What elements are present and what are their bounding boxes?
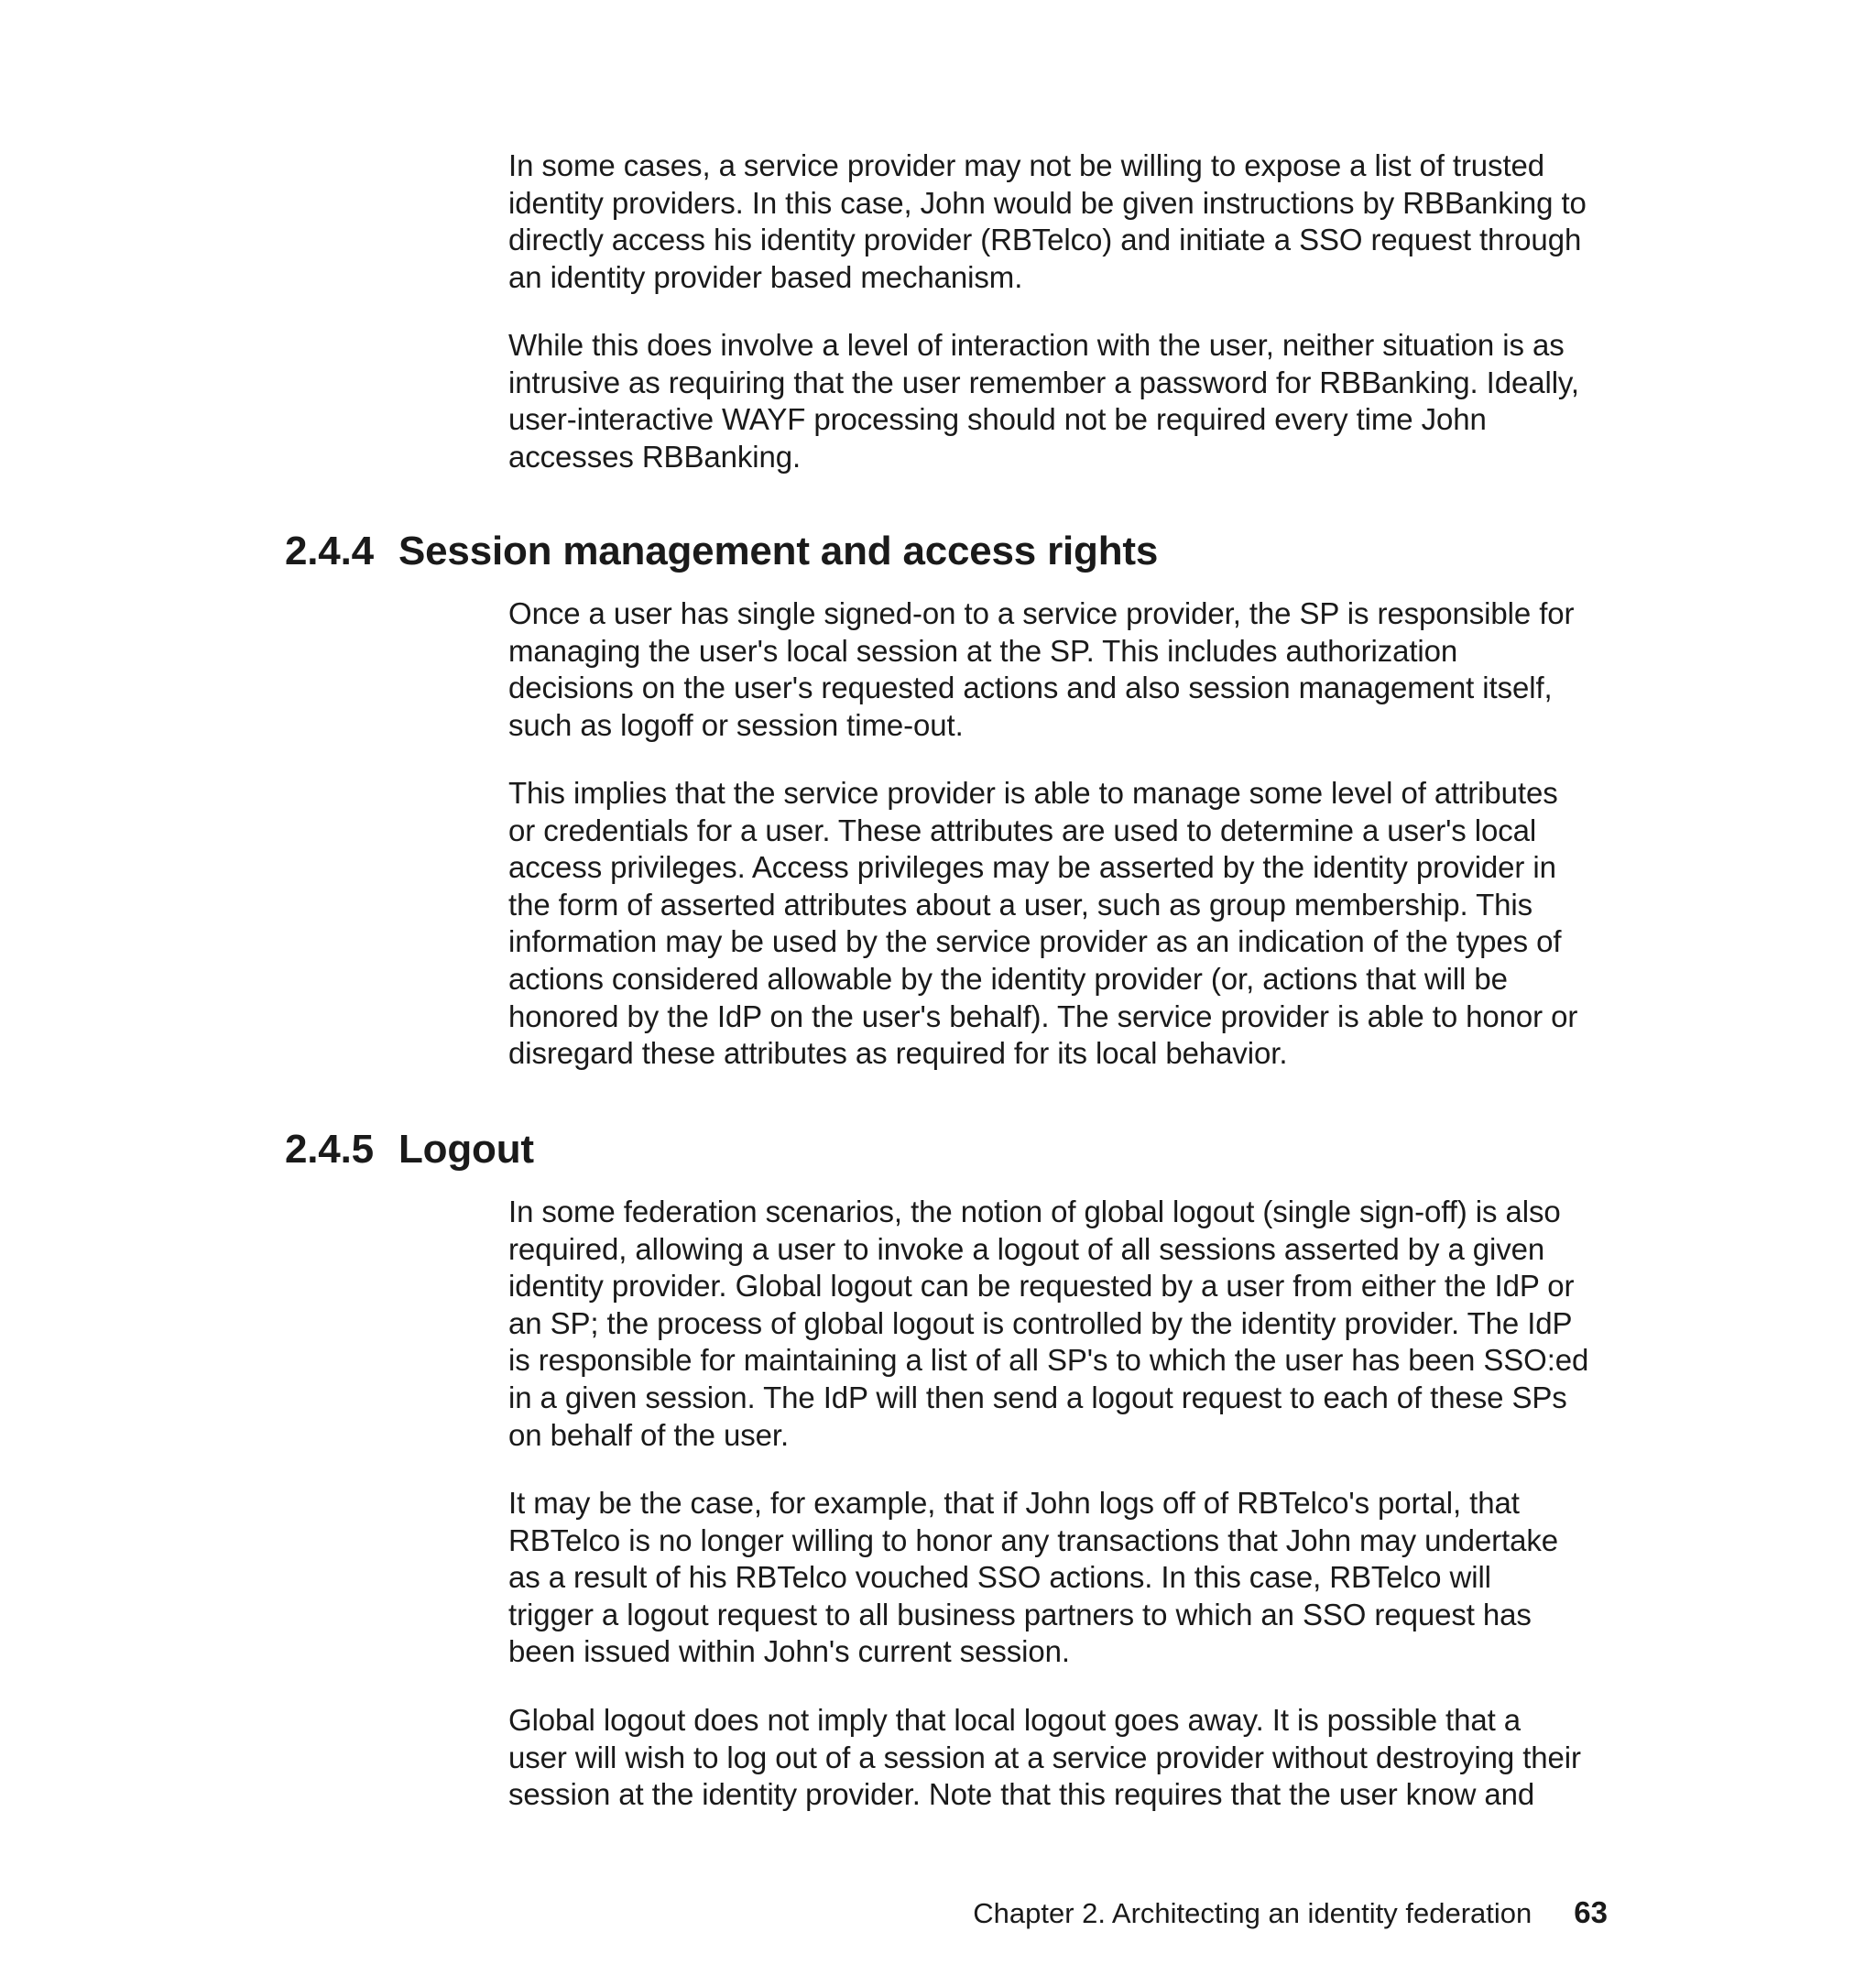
section-number: 2.4.4: [285, 529, 374, 573]
text-line: directly access his identity provider (RBTelco) and initiate a SSO request through: [508, 223, 1582, 257]
text-line: as a result of his RBTelco vouched SSO actions. In this case, RBTelco will: [508, 1560, 1491, 1595]
section-number: 2.4.5: [285, 1127, 374, 1172]
text-line: disregard these attributes as required for its local behavior.: [508, 1036, 1288, 1071]
text-line: In some federation scenarios, the notion of global logout (single sign-off) is also: [508, 1195, 1561, 1228]
text-line: in a given session. The IdP will then send a logout request to each of these SPs: [508, 1380, 1567, 1414]
paragraph-local-logout: [508, 1702, 1621, 1814]
text-line: information may be used by the service provider as an indication of the types of: [508, 924, 1562, 959]
text-line: session at the identity provider. Note that this requires that the user know and: [508, 1777, 1535, 1812]
page-footer: [973, 1894, 1608, 1932]
text-line: access privileges. Access privileges may be asserted by the identity provider in: [508, 850, 1556, 885]
text-line: identity provider. Global logout can be requested by a user from either the IdP or: [508, 1269, 1575, 1304]
text-line: an SP; the process of global logout is controlled by the identity provider. The IdP: [508, 1305, 1573, 1340]
paragraph-trusted-idp-list: [508, 147, 1621, 296]
text-line: In some cases, a service provider may not be willing to expose a list of trusted: [508, 148, 1545, 182]
text-line: been issued within John's current session.: [508, 1634, 1070, 1669]
text-line: actions considered allowable by the identity provider (or, actions that will be: [508, 961, 1508, 996]
text-line: identity providers. In this case, John would be given instructions by RBBanking to: [508, 185, 1587, 220]
text-line: is responsible for maintaining a list of all SP's to which the user has been SSO:ed: [508, 1343, 1589, 1378]
text-line: It may be the case, for example, that if John logs off of RBTelco's portal, that: [508, 1486, 1520, 1520]
paragraph-attributes-privileges: [508, 775, 1621, 1073]
text-line: decisions on the user's requested actions and also session management itself,: [508, 671, 1553, 705]
text-line: This implies that the service provider is able to manage some level of attributes: [508, 776, 1558, 810]
text-line: While this does involve a level of interaction with the user, neither situation is as: [508, 328, 1565, 362]
text-line: managing the user's local session at the SP. This includes authorization: [508, 633, 1458, 668]
page-number: 63: [1574, 1895, 1608, 1929]
text-line: user will wish to log out of a session at a service provider without destroying their: [508, 1740, 1581, 1774]
footer-chapter-title: Chapter 2. Architecting an identity federation: [973, 1897, 1532, 1929]
section-title: Session management and access rights: [398, 529, 1159, 573]
text-line: Once a user has single signed-on to a service provider, the SP is responsible for: [508, 596, 1575, 630]
paragraph-sp-session: [508, 595, 1621, 744]
text-line: user-interactive WAYF processing should not be required every time John: [508, 402, 1487, 437]
paragraph-global-logout: [508, 1194, 1621, 1454]
text-line: RBTelco is no longer willing to honor any transactions that John may undertake: [508, 1522, 1559, 1557]
text-line: such as logoff or session time-out.: [508, 707, 964, 742]
text-line: required, allowing a user to invoke a logout of all sessions asserted by a given: [508, 1231, 1545, 1266]
paragraph-wayf-interaction: [508, 327, 1621, 475]
text-line: intrusive as requiring that the user remember a password for RBBanking. Ideally,: [508, 365, 1579, 399]
text-line: trigger a logout request to all business partners to which an SSO request has: [508, 1597, 1532, 1631]
section-title: Logout: [398, 1127, 534, 1172]
paragraph-rbtelco-example: [508, 1485, 1621, 1671]
text-line: an identity provider based mechanism.: [508, 259, 1023, 294]
section-heading-2-4-4: [285, 528, 1158, 575]
text-line: honored by the IdP on the user's behalf). The service provider is able to honor or: [508, 998, 1578, 1033]
text-line: Global logout does not imply that local logout goes away. It is possible that a: [508, 1703, 1521, 1737]
text-line: on behalf of the user.: [508, 1417, 790, 1452]
section-heading-2-4-5: [285, 1126, 534, 1173]
text-line: accesses RBBanking.: [508, 439, 802, 474]
text-line: the form of asserted attributes about a user, such as group membership. This: [508, 887, 1533, 922]
text-line: or credentials for a user. These attributes are used to determine a user's local: [508, 813, 1537, 847]
